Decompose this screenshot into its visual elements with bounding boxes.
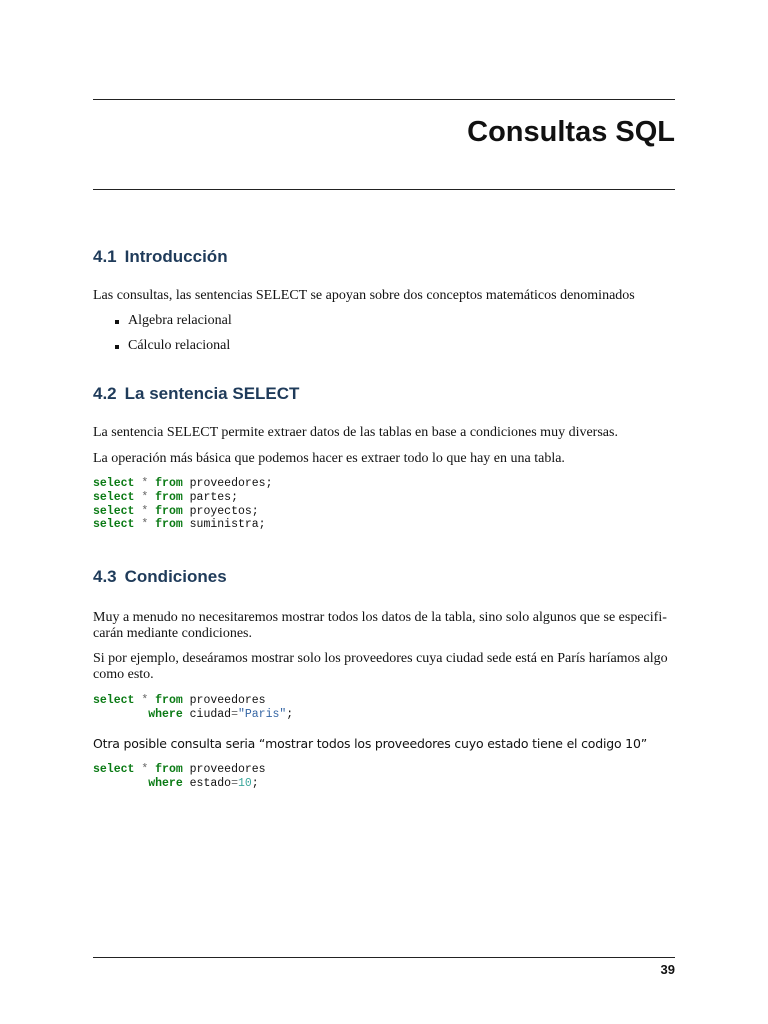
page-number: 39 [660,962,675,977]
section-title: La sentencia SELECT [124,384,300,403]
bullet-icon [115,345,119,349]
paragraph: carán mediante condiciones. [93,626,252,641]
code-block: select * from proveedores where ciudad="Paris"; [93,694,294,721]
paragraph: Las consultas, las sentencias SELECT se apoyan sobre dos conceptos matemáticos denominados [93,288,635,303]
bullet-list [111,308,232,358]
code-block: select * from proveedores; select * from partes; select * from proyectos; select * from suministra; [93,477,273,532]
paragraph: Si por ejemplo, deseáramos mostrar solo los proveedores cuya ciudad sede está en París haríamos algo [93,651,668,666]
section-number: 4.3 [93,567,117,586]
header-rule-bottom [93,189,675,190]
code-block: select * from proveedores where estado=10; [93,763,266,790]
paragraph: Muy a menudo no necesitaremos mostrar todos los datos de la tabla, sino solo algunos que se especifi- [93,610,667,625]
paragraph: Otra posible consulta seria “mostrar todos los proveedores cuyo estado tiene el codigo 10” [93,736,647,751]
section-number: 4.2 [93,384,117,403]
section-title: Condiciones [124,567,227,586]
list-item: Algebra relacional [111,308,232,333]
footer-rule [93,957,675,958]
paragraph: La operación más básica que podemos hacer es extraer todo lo que hay en una tabla. [93,451,565,466]
section-title: Introducción [124,247,228,266]
section-heading-sentencia-select [93,384,299,404]
chapter-title: Consultas SQL [467,116,675,148]
section-number: 4.1 [93,247,117,266]
section-heading-condiciones [93,567,227,587]
header-rule-top [93,99,675,100]
paragraph: como esto. [93,667,154,682]
bullet-icon [115,320,119,324]
paragraph: La sentencia SELECT permite extraer datos de las tablas en base a condiciones muy diversas. [93,425,618,440]
list-item: Cálculo relacional [111,333,232,358]
section-heading-introduccion [93,247,228,267]
